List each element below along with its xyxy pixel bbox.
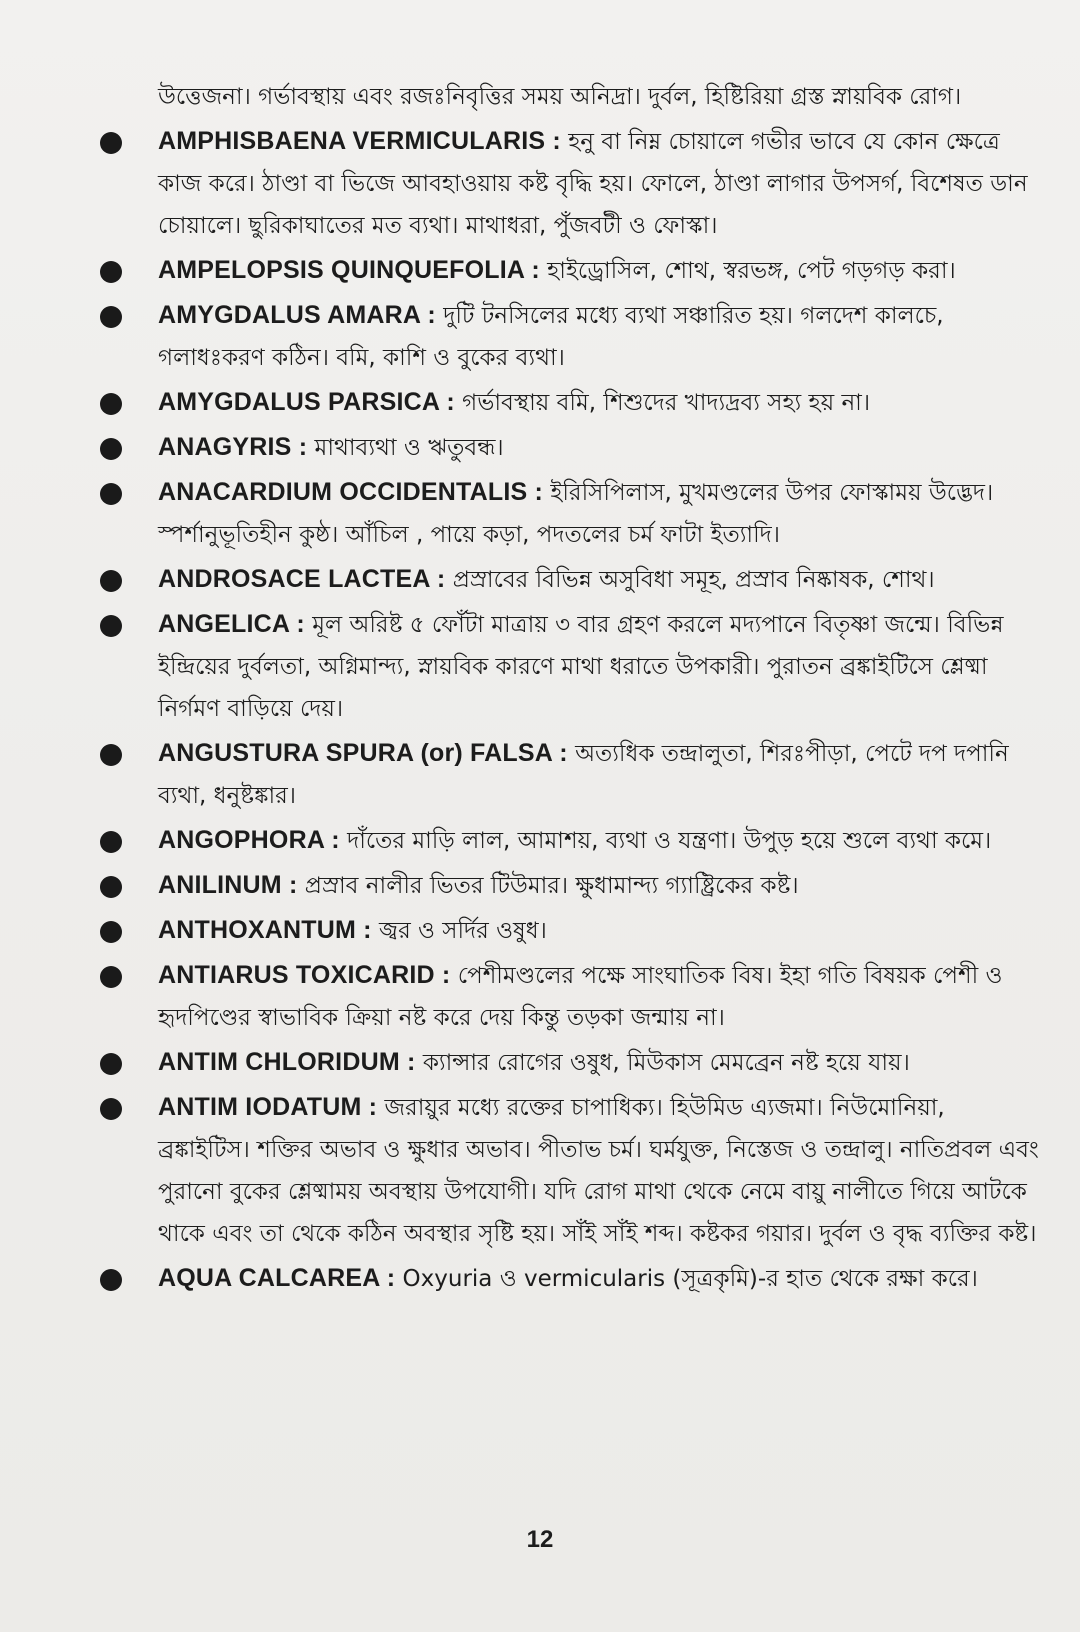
remedy-description: ইরিসিপিলাস, মুখমণ্ডলের উপর ফোস্কাময় উদ্ভেদ। স্পর্শানুভূতিহীন কুষ্ঠ। আঁচিল , পায়ে কড়া, পদতলের চর্ম ফাটা ইত্যাদি।: [158, 480, 994, 548]
remedy-entry: [100, 864, 1040, 907]
remedy-entry: [100, 558, 1040, 601]
bullet-icon: [100, 744, 122, 766]
remedy-name: ANACARDIUM OCCIDENTALIS :: [158, 478, 544, 506]
remedy-name: ANTIARUS TOXICARID :: [158, 961, 451, 989]
bullet-icon: [100, 966, 122, 988]
remedy-name: ANDROSACE LACTEA :: [158, 565, 446, 593]
remedy-description: অত্যধিক তন্দ্রালুতা, শিরঃপীড়া, পেটে দপ দপানি ব্যথা, ধনুষ্টঙ্কার।: [158, 741, 1009, 809]
bullet-icon: [100, 1269, 122, 1291]
remedy-name: ANTHOXANTUM :: [158, 916, 372, 944]
remedy-entry: [100, 954, 1040, 1039]
remedy-description: প্রস্রাব নালীর ভিতর টিউমার। ক্ষুধামান্দ্য গ্যাষ্ট্রিকের কষ্ট।: [297, 873, 799, 899]
remedy-description: মূল অরিষ্ট ৫ ফোঁটা মাত্রায় ৩ বার গ্রহণ করলে মদ্যপানে বিতৃষ্ণা জন্মে। বিভিন্ন ইন্দ্রিয়ের দুর্বলতা, অগ্নিমান্দ্য, স্নায়বিক কারণে মাথা ধরাতে উপকারী। পুরাতন ব্রঙ্কাইটিসে শ্লেষ্মা নির্গমণ বাড়িয়ে দেয়।: [158, 612, 1004, 722]
remedy-name: AMYGDALUS PARSICA :: [158, 388, 455, 416]
remedy-entry: [100, 1086, 1040, 1255]
bullet-icon: [100, 615, 122, 637]
remedy-name: ANILINUM :: [158, 871, 298, 899]
bullet-icon: [100, 132, 122, 154]
remedy-description: Oxyuria ও vermicularis (সূত্রকৃমি)-র হাত থেকে রক্ষা করে।: [395, 1266, 978, 1292]
remedy-description: জ্বর ও সর্দির ওষুধ।: [371, 918, 547, 944]
bullet-icon: [100, 1053, 122, 1075]
bullet-icon: [100, 876, 122, 898]
bullet-icon: [100, 261, 122, 283]
remedy-description: হনু বা নিম্ন চোয়ালে গভীর ভাবে যে কোন ক্ষেত্রে কাজ করে। ঠাণ্ডা বা ভিজে আবহাওয়ায় কষ্ট বৃদ্ধি হয়। ফোলে, ঠাণ্ডা লাগার উপসর্গ, বিশেষত ডান চোয়ালে। ছুরিকাঘাতের মত ব্যথা। মাথাধরা, পুঁজবটী ও ফোস্কা।: [158, 129, 1028, 239]
bullet-icon: [100, 483, 122, 505]
remedy-entry: [100, 819, 1040, 862]
remedy-entry: [100, 249, 1040, 292]
remedy-entry: [100, 1257, 1040, 1300]
remedy-name: ANAGYRIS :: [158, 433, 308, 461]
remedy-name: ANGUSTURA SPURA (or) FALSA :: [158, 739, 568, 767]
remedy-entry: [100, 294, 1040, 379]
remedy-name: AMPHISBAENA VERMICULARIS :: [158, 127, 561, 155]
remedy-entry: [100, 603, 1040, 730]
remedy-entry: [100, 120, 1040, 247]
remedy-name: ANTIM CHLORIDUM :: [158, 1048, 416, 1076]
remedy-name: ANTIM IODATUM :: [158, 1093, 378, 1121]
remedy-name: ANGELICA :: [158, 610, 305, 638]
remedy-description: জরায়ুর মধ্যে রক্তের চাপাধিক্য। হিউমিড এ্যজমা। নিউমোনিয়া, ব্রঙ্কাইটিস। শক্তির অভাব ও ক্ষুধার অভাব। পীতাভ চর্ম। ঘর্মযুক্ত, নিস্তেজ ও তন্দ্রালু। নাতিপ্রবল এবং পুরানো বুকের শ্লেষ্মাময় অবস্থায় উপযোগী। যদি রোগ মাথা থেকে নেমে বায়ু নালীতে গিয়ে আটকে থাকে এবং তা থেকে কঠিন অবস্থার সৃষ্টি হয়। সাঁই সাঁই শব্দ। কষ্টকর গয়ার। দুর্বল ও বৃদ্ধ ব্যক্তির কষ্ট।: [158, 1095, 1039, 1247]
page-number: 12: [526, 1526, 554, 1553]
remedy-entry: [100, 909, 1040, 952]
bullet-icon: [100, 1098, 122, 1120]
remedy-description: প্রস্রাবের বিভিন্ন অসুবিধা সমূহ, প্রস্রাব নিষ্কাষক, শোথ।: [445, 567, 935, 593]
remedy-entry: [100, 471, 1040, 556]
remedy-name: AMPELOPSIS QUINQUEFOLIA :: [158, 256, 540, 284]
entry-list: [100, 76, 1040, 1302]
remedy-description: হাইড্রোসিল, শোথ, স্বরভঙ্গ, পেট গড়গড় করা।: [539, 258, 956, 284]
bullet-icon: [100, 438, 122, 460]
remedy-name: AQUA CALCAREA :: [158, 1264, 396, 1292]
remedy-description: গর্ভাবস্থায় বমি, শিশুদের খাদ্যদ্রব্য সহ্য হয় না।: [454, 390, 871, 416]
remedy-entry: [100, 1041, 1040, 1084]
bullet-icon: [100, 306, 122, 328]
remedy-description: ক্যান্সার রোগের ওষুধ, মিউকাস মেমব্রেন নষ্ট হয়ে যায়।: [415, 1050, 910, 1076]
remedy-description: পেশীমণ্ডলের পক্ষে সাংঘাতিক বিষ। ইহা গতি বিষয়ক পেশী ও হৃদপিণ্ডের স্বাভাবিক ক্রিয়া নষ্ট করে দেয় কিন্তু তড়কা জন্মায় না।: [158, 963, 1003, 1031]
continued-text: উত্তেজনা। গর্ভাবস্থায় এবং রজঃনিবৃত্তির সময় অনিদ্রা। দুর্বল, হিষ্টিরিয়া গ্রস্ত স্নায়বিক রোগ।: [158, 84, 962, 110]
bullet-icon: [100, 921, 122, 943]
remedy-description: দাঁতের মাড়ি লাল, আমাশয়, ব্যথা ও যন্ত্রণা। উপুড় হয়ে শুলে ব্যথা কমে।: [339, 828, 992, 854]
bullet-icon: [100, 831, 122, 853]
remedy-name: AMYGDALUS AMARA :: [158, 301, 436, 329]
remedy-entry: [100, 732, 1040, 817]
remedy-name: ANGOPHORA :: [158, 826, 340, 854]
remedy-entry: [100, 426, 1040, 469]
bullet-icon: [100, 570, 122, 592]
remedy-description: দুটি টনসিলের মধ্যে ব্যথা সঞ্চারিত হয়। গলদেশ কালচে, গলাধঃকরণ কঠিন। বমি, কাশি ও বুকের ব্যথা।: [158, 303, 944, 371]
bullet-icon: [100, 393, 122, 415]
remedy-entry: [100, 381, 1040, 424]
remedy-description: মাথাব্যথা ও ঋতুবন্ধ।: [307, 435, 504, 461]
